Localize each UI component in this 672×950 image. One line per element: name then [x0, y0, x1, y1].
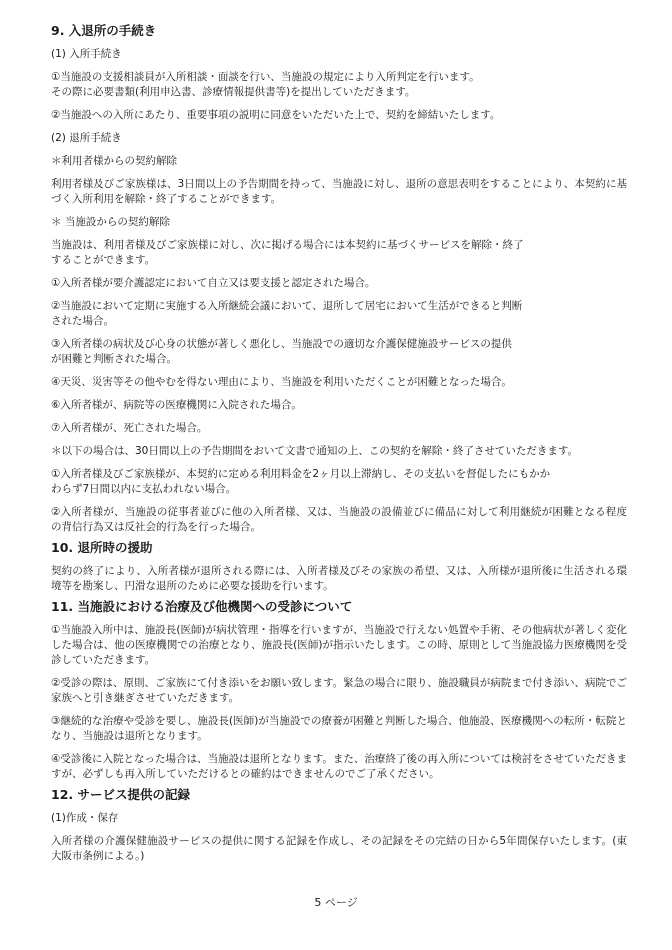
section-11-item-4: ④受診後に入院となった場合は、当施設は退所となります。また、治療終了後の再入所については検討をさせていただきますが、必ずしも再入所していただけるとの確約はできませんのでご了承ください。 — [51, 753, 627, 780]
section-12-subheading: (1)作成・保存 — [51, 812, 119, 824]
facility-cancel-intro: 当施設は、利用者様及びご家族様に対し、次に掲げる場合には本契約に基づくサービスを解除・終了 することができます。 — [51, 239, 524, 266]
document-page — [51, 22, 627, 872]
section-10-text: 契約の終了により、入所者様が退所される際には、入所者様及びその家族の希望、又は、入所様が退所後に生活される環境等を勘案し、円滑な退所のために必要な援助を行います。 — [51, 565, 627, 592]
section-11-item-3: ③継続的な治療や受診を要し、施設長(医師)が当施設での療養が困難と判断した場合、他施設、医療機関への転所・転院となり、当施設は退所となります。 — [51, 715, 627, 742]
section-11-item-2: ②受診の際は、原則、ご家族にて付き添いをお願い致します。緊急の場合に限り、施設職員が病院まで付き添い、病院でご家族へと引き継ぎさせていただきます。 — [51, 677, 627, 704]
facility-cancel-label: ＊ 当施設からの契約解除 — [51, 216, 170, 228]
facility-cancel-item-4: ④天災、災害等その他やむを得ない理由により、当施設を利用いただくことが困難となった場合。 — [51, 376, 512, 388]
facility-cancel-item-1: ①入所者様が要介護認定において自立又は要支援と認定された場合。 — [51, 277, 376, 289]
admission-item-2: ②当施設への入所にあたり、重要事項の説明に同意をいただいた上で、契約を締結いたします。 — [51, 109, 501, 121]
discharge-subheading: (2) 退所手続き — [51, 132, 122, 144]
facility-cancel-item-6: ⑥入所者様が、病院等の医療機関に入院された場合。 — [51, 399, 302, 411]
notice-item-2: ②入所者様が、当施設の従事者並びに他の入所者様、又は、当施設の設備並びに備品に対して利用継続が困難となる程度の背信行為又は反社会的行為を行った場合。 — [51, 506, 627, 533]
section-10-heading: 10. 退所時の援助 — [51, 540, 153, 555]
section-11-heading: 11. 当施設における治療及び他機関への受診について — [51, 599, 353, 614]
section-12-text: 入所者様の介護保健施設サービスの提供に関する記録を作成し、その記録をその完結の日から5年間保存いたします。(東大阪市条例による。) — [51, 835, 627, 862]
facility-cancel-item-3: ③入所者様の病状及び心身の状態が著しく悪化し、当施設での適切な介護保健施設サービスの提供 が困難と判断された場合。 — [51, 338, 512, 365]
facility-cancel-item-7: ⑦入所者様が、死亡された場合。 — [51, 422, 208, 434]
admission-item-1: ①当施設の支援相談員が入所相談・面談を行い、当施設の規定により入所判定を行います。 その際に必要書類(利用申込書、診療情報提供書等)を提出していただきます。 — [51, 71, 480, 98]
notice-item-1: ①入所者様及びご家族様が、本契約に定める利用料金を2ヶ月以上滞納し、その支払いを督促したにもかか わらず7日間以内に支払われない場合。 — [51, 468, 551, 495]
notice-text: ＊以下の場合は、30日間以上の予告期間をおいて文書で通知の上、この契約を解除・終了させていただきます。 — [51, 445, 579, 457]
facility-cancel-item-2: ②当施設において定期に実施する入所継続会議において、退所して居宅において生活ができると判断 された場合。 — [51, 300, 523, 327]
user-cancel-text: 利用者様及びご家族様は、3日間以上の予告期間を持って、当施設に対し、退所の意思表明をすることにより、本契約に基づく入所利用を解除・終了することができます。 — [51, 178, 627, 205]
section-11-item-1: ①当施設入所中は、施設長(医師)が病状管理・指導を行いますが、当施設で行えない処置や手術、その他病状が著しく変化した場合は、他の医療機関での治療となり、施設長(医師)が指示いたします。この時、原則として当施設協力医療機関を受診していただきます。 — [51, 624, 627, 666]
user-cancel-label: ＊利用者様からの契約解除 — [51, 155, 177, 167]
admission-subheading: (1) 入所手続き — [51, 48, 122, 60]
section-9-heading: 9. 入退所の手続き — [51, 23, 157, 38]
page-number: 5 ページ — [314, 896, 358, 909]
section-12-heading: 12. サービス提供の記録 — [51, 787, 190, 802]
